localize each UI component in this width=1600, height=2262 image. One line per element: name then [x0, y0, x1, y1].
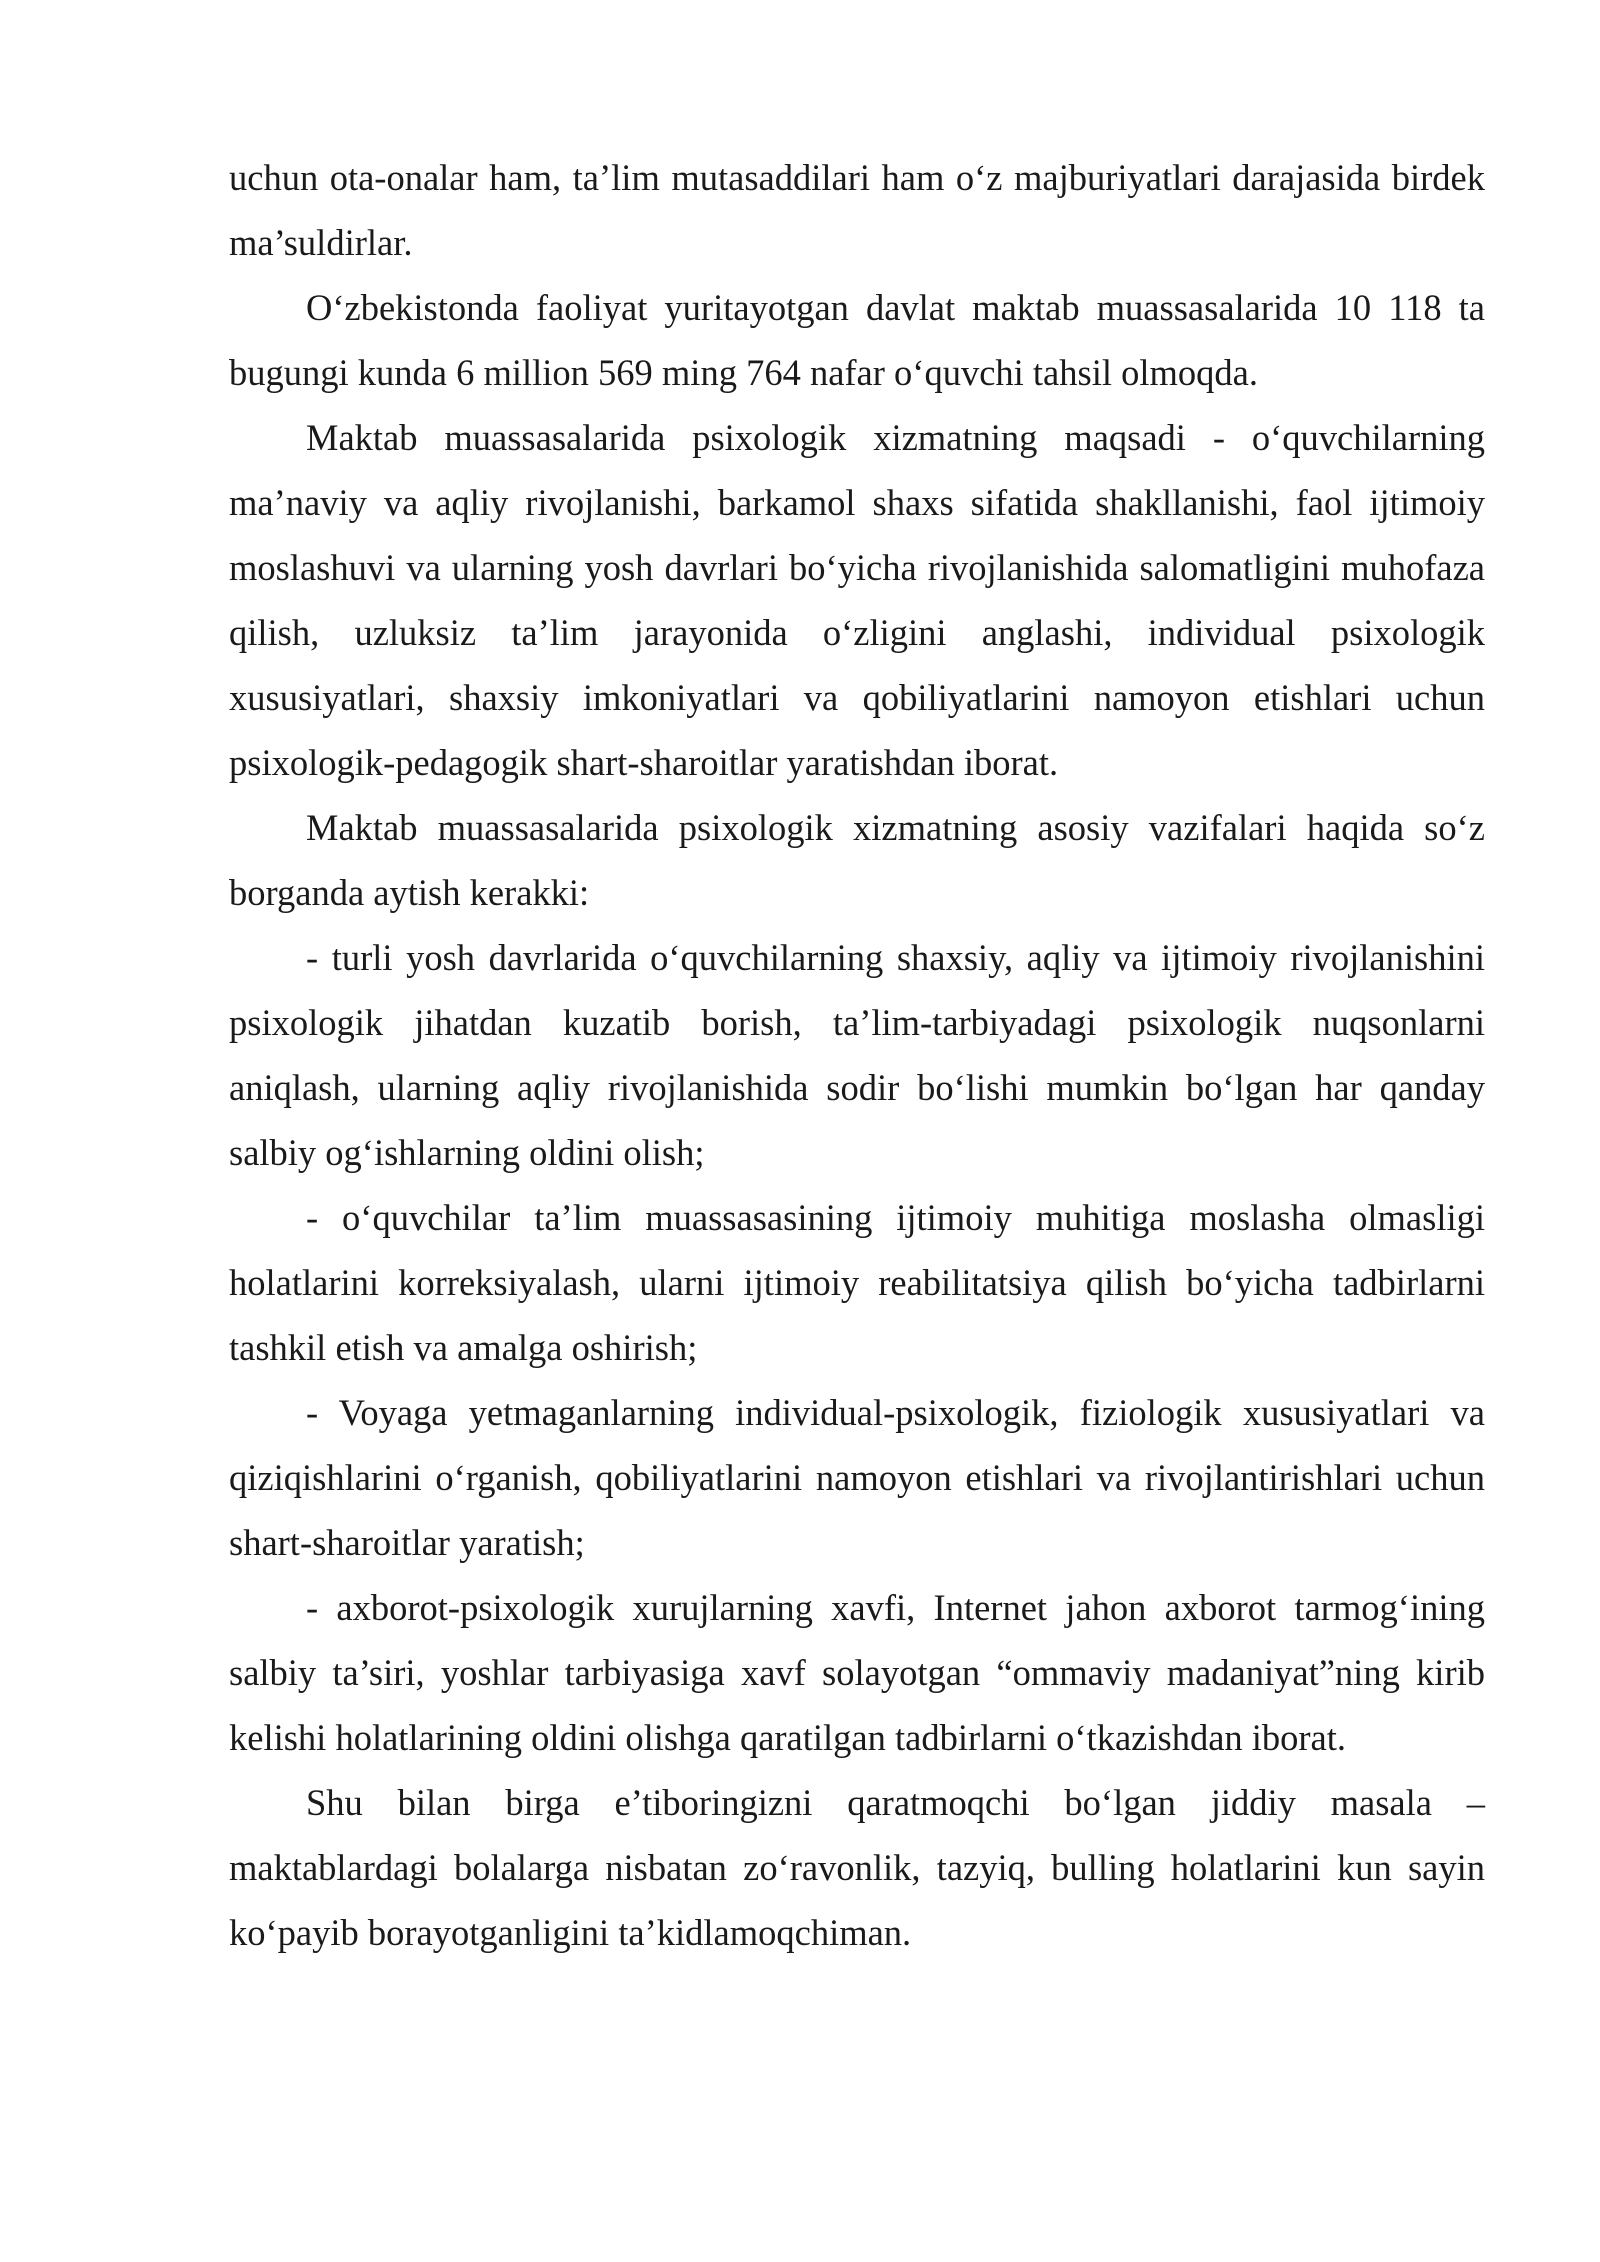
paragraph-school-statistics: O‘zbekistonda faoliyat yuritayotgan davlat maktab muassasalarida 10 118 ta bugungi kunda 6 million 569 ming 764 nafar o‘quvchi tahsil olmoqda. — [229, 287, 1485, 393]
list-item-monitoring: - turli yosh davrlarida o‘quvchilarning shaxsiy, aqliy va ijtimoiy rivojlanishini psixologik jihatdan kuzatib borish, ta’lim-tarbiyadagi psixologik nuqsonlarni aniqlash, ularning aqliy rivojlanishida sodir bo‘lishi mumkin bo‘lgan har qanday salbiy og‘ishlarning oldini olish; — [229, 937, 1485, 1173]
paragraph-bullying: Shu bilan birga e’tiboringizni qaratmoqchi bo‘lgan jiddiy masala – maktablardagi bolalarga nisbatan zo‘ravonlik, tazyiq, bulling holatlarini kun sayin ko‘payib borayotganligini ta’kidlamoqchiman. — [229, 1782, 1485, 1953]
document-body — [229, 145, 1485, 1965]
paragraph-continuation: uchun ota-onalar ham, ta’lim mutasaddilari ham o‘z majburiyatlari darajasida birdek ma’suldirlar. — [229, 157, 1485, 263]
list-item-correction: - o‘quvchilar ta’lim muassasasining ijtimoiy muhitiga moslasha olmasligi holatlarini korreksiyalash, ularni ijtimoiy reabilitatsiya qilish bo‘yicha tadbirlarni tashkil etish va amalga oshirish; — [229, 1197, 1485, 1368]
list-item-information-threats: - axborot-psixologik xurujlarning xavfi, Internet jahon axborot tarmog‘ining salbiy ta’siri, yoshlar tarbiyasiga xavf solayotgan “ommaviy madaniyat”ning kirib kelishi holatlarining oldini olishga qaratilgan tadbirlarni o‘tkazishdan iborat. — [229, 1587, 1485, 1758]
list-item-study-interests: - Voyaga yetmaganlarning individual-psixologik, fiziologik xususiyatlari va qiziqishlarini o‘rganish, qobiliyatlarini namoyon etishlari va rivojlantirishlari uchun shart-sharoitlar yaratish; — [229, 1392, 1485, 1563]
paragraph-tasks-intro: Maktab muassasalarida psixologik xizmatning asosiy vazifalari haqida so‘z borganda aytish kerakki: — [229, 807, 1485, 913]
paragraph-service-goal: Maktab muassasalarida psixologik xizmatning maqsadi - o‘quvchilarning ma’naviy va aqliy rivojlanishi, barkamol shaxs sifatida shakllanishi, faol ijtimoiy moslashuvi va ularning yosh davrlari bo‘yicha rivojlanishida salomatligini muhofaza qilish, uzluksiz ta’lim jarayonida o‘zligini anglashi, individual psixologik xususiyatlari, shaxsiy imkoniyatlari va qobiliyatlarini namoyon etishlari uchun psixologik-pedagogik shart-sharoitlar yaratishdan iborat. — [229, 417, 1485, 783]
